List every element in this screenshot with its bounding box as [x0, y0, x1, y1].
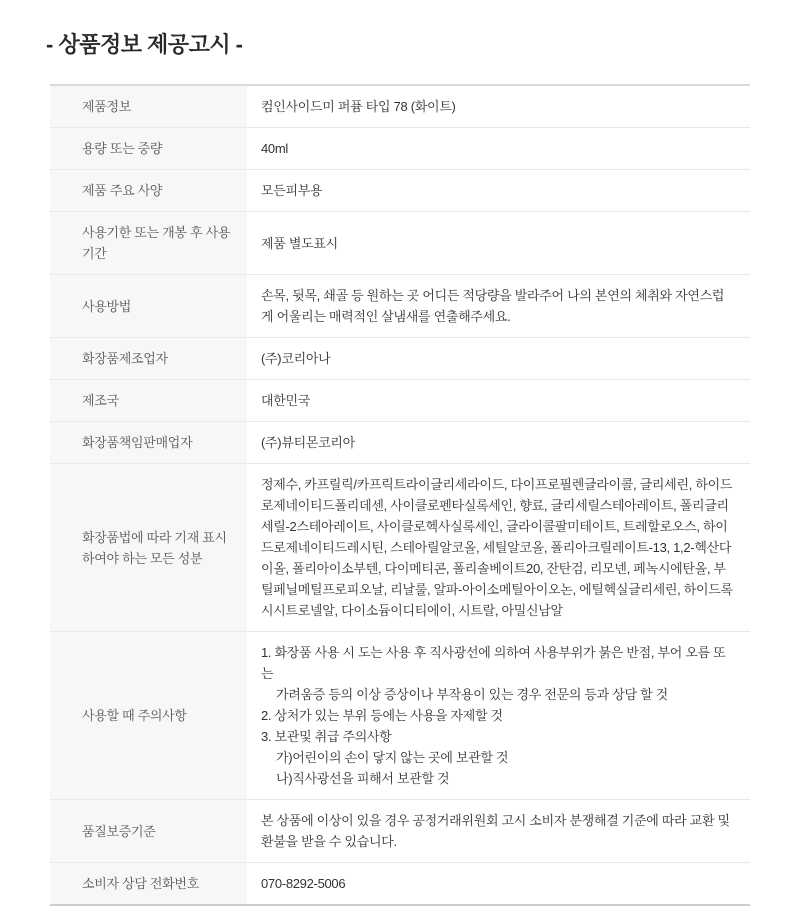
- precaution-line: 가)어린이의 손이 닿지 않는 곳에 보관할 것: [276, 750, 509, 765]
- row-label: 제조국: [50, 380, 247, 421]
- table-row-main-spec: [50, 170, 750, 212]
- precaution-line: 나)직사광선을 피해서 보관할 것: [276, 771, 450, 786]
- table-row-seller: [50, 422, 750, 464]
- row-label: 품질보증기준: [50, 800, 247, 862]
- product-info-table: [50, 84, 750, 906]
- table-row-usage: [50, 275, 750, 338]
- table-row-customer-phone: [50, 863, 750, 904]
- row-label: 사용방법: [50, 275, 247, 337]
- row-value: 제품 별도표시: [261, 235, 338, 251]
- row-label: 소비자 상담 전화번호: [50, 863, 247, 904]
- table-row-quality-guarantee: [50, 800, 750, 863]
- table-row-ingredients: [50, 464, 750, 632]
- row-label: 제품정보: [50, 86, 247, 127]
- row-value: 컴인사이드미 퍼퓸 타입 78 (화이트): [261, 99, 456, 114]
- table-row-product-name: [50, 86, 750, 128]
- row-value: (주)코리아나: [261, 351, 331, 366]
- precaution-line: 3. 보관및 취급 주의사항: [261, 729, 392, 744]
- row-label: 용량 또는 중량: [50, 128, 247, 169]
- row-label: 사용기한 또는 개봉 후 사용기간: [50, 212, 247, 274]
- row-label: 화장품법에 따라 기재 표시하여야 하는 모든 성분: [50, 464, 247, 631]
- row-value: 모든피부용: [261, 183, 323, 198]
- precaution-line: 1. 화장품 사용 시 도는 사용 후 직사광선에 의하여 사용부위가 붉은 반점, 부어 오름 또는: [261, 645, 726, 681]
- row-label: 화장품제조업자: [50, 338, 247, 379]
- table-row-volume: [50, 128, 750, 170]
- table-row-manufacturer: [50, 338, 750, 380]
- row-value-precautions: [261, 642, 734, 789]
- row-label: 제품 주요 사양: [50, 170, 247, 211]
- row-value: 대한민국: [261, 393, 311, 408]
- precaution-line: 가려움증 등의 이상 증상이나 부작용이 있는 경우 전문의 등과 상담 할 것: [276, 687, 668, 702]
- row-value-ingredients: 정제수, 카프릴릭/카프릭트라이글리세라이드, 다이프로필렌글라이콜, 글리세린, 하이드로제네이티드폴리데센, 사이클로펜타실록세인, 향료, 글리세릴스테아레이트, 폴리글리세릴-2스테아레이트, 사이클로헥사실록세인, 글라이콜팔미테이트, 트레할로오스, 하이드로제네이티드레시틴, 스테아릴알코올, 세틸알코올, 폴리아크릴레이트-13, 1,2-헥산다이올, 폴리아이소부텐, 다이메티콘, 폴리솔베이트20, 잔탄검, 리모넨, 페녹시에탄올, 부틸페닐메틸프로피오날, 리날룰, 알파-아이소메틸아이오논, 에틸헥실글리세린, 하이드록시시트로넬알, 다이소듐이디티에이, 시트랄, 아밀신남알: [261, 477, 733, 618]
- table-row-precautions: [50, 632, 750, 800]
- table-row-country: [50, 380, 750, 422]
- precaution-line: 2. 상처가 있는 부위 등에는 사용을 자제할 것: [261, 708, 503, 723]
- row-value: (주)뷰티몬코리아: [261, 435, 355, 450]
- row-label: 화장품책임판매업자: [50, 422, 247, 463]
- page-title: - 상품정보 제공고시 -: [46, 32, 243, 57]
- row-value: 40ml: [261, 141, 288, 156]
- row-label: 사용할 때 주의사항: [50, 632, 247, 799]
- row-value-phone: 070-8292-5006: [261, 876, 346, 891]
- row-value: 손목, 뒷목, 쇄골 등 원하는 곳 어디든 적당량을 발라주어 나의 본연의 체취와 자연스럽게 어울리는 매력적인 살냄새를 연출해주세요.: [261, 288, 725, 324]
- table-row-expiry: [50, 212, 750, 275]
- row-value: 본 상품에 이상이 있을 경우 공정거래위원회 고시 소비자 분쟁해결 기준에 따라 교환 및 환불을 받을 수 있습니다.: [261, 813, 730, 849]
